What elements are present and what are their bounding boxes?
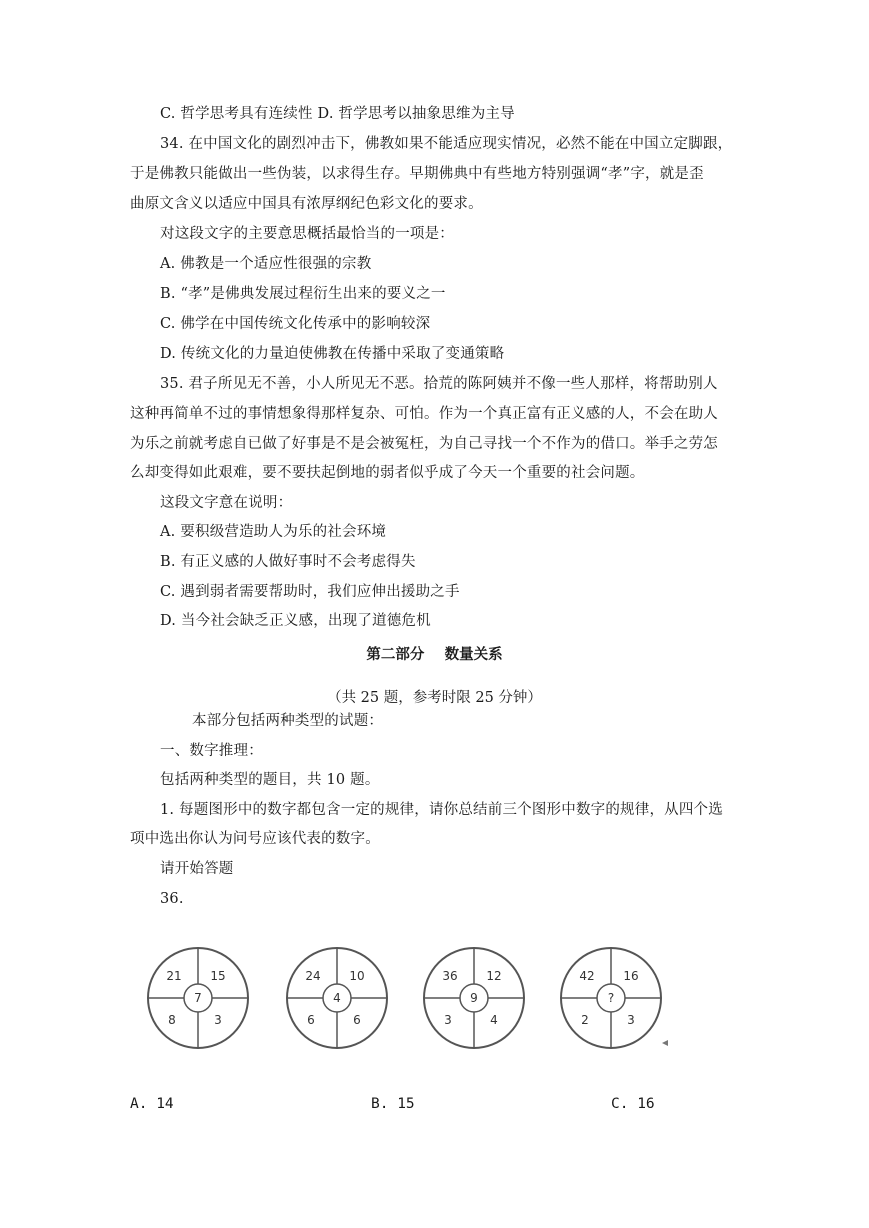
figure-4-center: ? [607, 991, 615, 1005]
q35-stem-line-4: 么却变得如此艰难，要不要扶起倒地的弱者似乎成了今天一个重要的社会问题。 [130, 465, 645, 481]
figure-1-bottom-right: 3 [214, 1013, 222, 1027]
q35-option-d: D. 当今社会缺乏正义感，出现了道德危机 [160, 613, 431, 629]
figure-1-bottom-left: 8 [168, 1013, 176, 1027]
section1-description: 包括两种类型的题目，共 10 题。 [160, 772, 380, 788]
q34-option-c: C. 佛学在中国传统文化传承中的影响较深 [160, 316, 431, 332]
figure-3-top-right: 12 [486, 969, 502, 983]
rule-line-1: 1. 每题图形中的数字都包含一定的规律，请你总结前三个图形中数字的规律，从四个选 [160, 802, 723, 818]
figure-2-bottom-right: 6 [353, 1013, 361, 1027]
figure-1-center: 7 [194, 991, 202, 1005]
q36-label: 36. [160, 891, 184, 907]
q34-question: 对这段文字的主要意思概括最恰当的一项是： [160, 226, 454, 242]
answer-option-c: C. 16 [611, 1096, 655, 1112]
q33-options-cd: C. 哲学思考具有连续性 D. 哲学思考以抽象思维为主导 [160, 106, 515, 122]
q34-stem-line-2: 于是佛教只能做出一些伪装，以求得生存。早期佛典中有些地方特别强调“孝”字，就是歪 [130, 166, 704, 182]
q35-question: 这段文字意在说明： [160, 495, 293, 511]
q34-stem-line-3: 曲原文含义以适应中国具有浓厚纲纪色彩文化的要求。 [130, 196, 483, 212]
q34-option-a: A. 佛教是一个适应性很强的宗教 [160, 256, 372, 272]
circle-figure-1 [142, 942, 254, 1054]
figure-4-top-left: 42 [579, 969, 595, 983]
answer-option-b: B. 15 [371, 1096, 415, 1112]
q35-stem-line-3: 为乐之前就考虑自已做了好事是不是会被冤枉，为自己寻找一个不作为的借口。举手之劳怎 [130, 436, 718, 452]
figure-2-center: 4 [333, 991, 341, 1005]
figure-2-top-left: 24 [305, 969, 321, 983]
figure-4-bottom-left: 2 [581, 1013, 589, 1027]
section1-heading: 一、数字推理： [160, 743, 263, 759]
q34-stem-line-1: 34. 在中国文化的剧烈冲击下，佛教如果不能适应现实情况，必然不能在中国立定脚跟， [160, 136, 733, 152]
figure-2-top-right: 10 [349, 969, 365, 983]
figure-3-top-left: 36 [442, 969, 458, 983]
q35-option-b: B. 有正义感的人做好事时不会考虑得失 [160, 554, 416, 570]
figure-3-bottom-right: 4 [490, 1013, 498, 1027]
figure-2-bottom-left: 6 [307, 1013, 315, 1027]
q34-option-b: B. “孝”是佛典发展过程衍生出来的要义之一 [160, 286, 446, 302]
small-triangle-mark-icon [662, 1040, 668, 1046]
q35-stem-line-1: 35. 君子所见无不善，小人所见无不恶。拾荒的陈阿姨并不像一些人那样，将帮助别人 [160, 376, 718, 392]
figure-1-top-right: 15 [210, 969, 226, 983]
part2-title: 第二部分 数量关系 [366, 647, 503, 663]
figure-4-bottom-right: 3 [627, 1013, 635, 1027]
circle-figure-2 [281, 942, 393, 1054]
q35-option-c: C. 遇到弱者需要帮助时，我们应伸出援助之手 [160, 584, 460, 600]
circle-figure-4 [555, 942, 667, 1054]
circle-figure-3 [418, 942, 530, 1054]
q35-stem-line-2: 这种再简单不过的事情想象得那样复杂、可怕。作为一个真正富有正义感的人，不会在助人 [130, 406, 718, 422]
figure-3-bottom-left: 3 [444, 1013, 452, 1027]
rule-line-2: 项中选出你认为问号应该代表的数字。 [130, 831, 380, 847]
figure-3-center: 9 [470, 991, 478, 1005]
part2-subtitle: （共 25 题，参考时限 25 分钟） [327, 690, 542, 706]
figure-4-top-right: 16 [623, 969, 639, 983]
answer-option-a: A. 14 [130, 1096, 174, 1112]
start-instruction: 请开始答题 [160, 861, 234, 877]
part2-intro: 本部分包括两种类型的试题： [192, 713, 384, 729]
figure-1-top-left: 21 [166, 969, 182, 983]
q35-option-a: A. 要积级营造助人为乐的社会环境 [160, 524, 387, 540]
q34-option-d: D. 传统文化的力量迫使佛教在传播中采取了变通策略 [160, 346, 505, 362]
